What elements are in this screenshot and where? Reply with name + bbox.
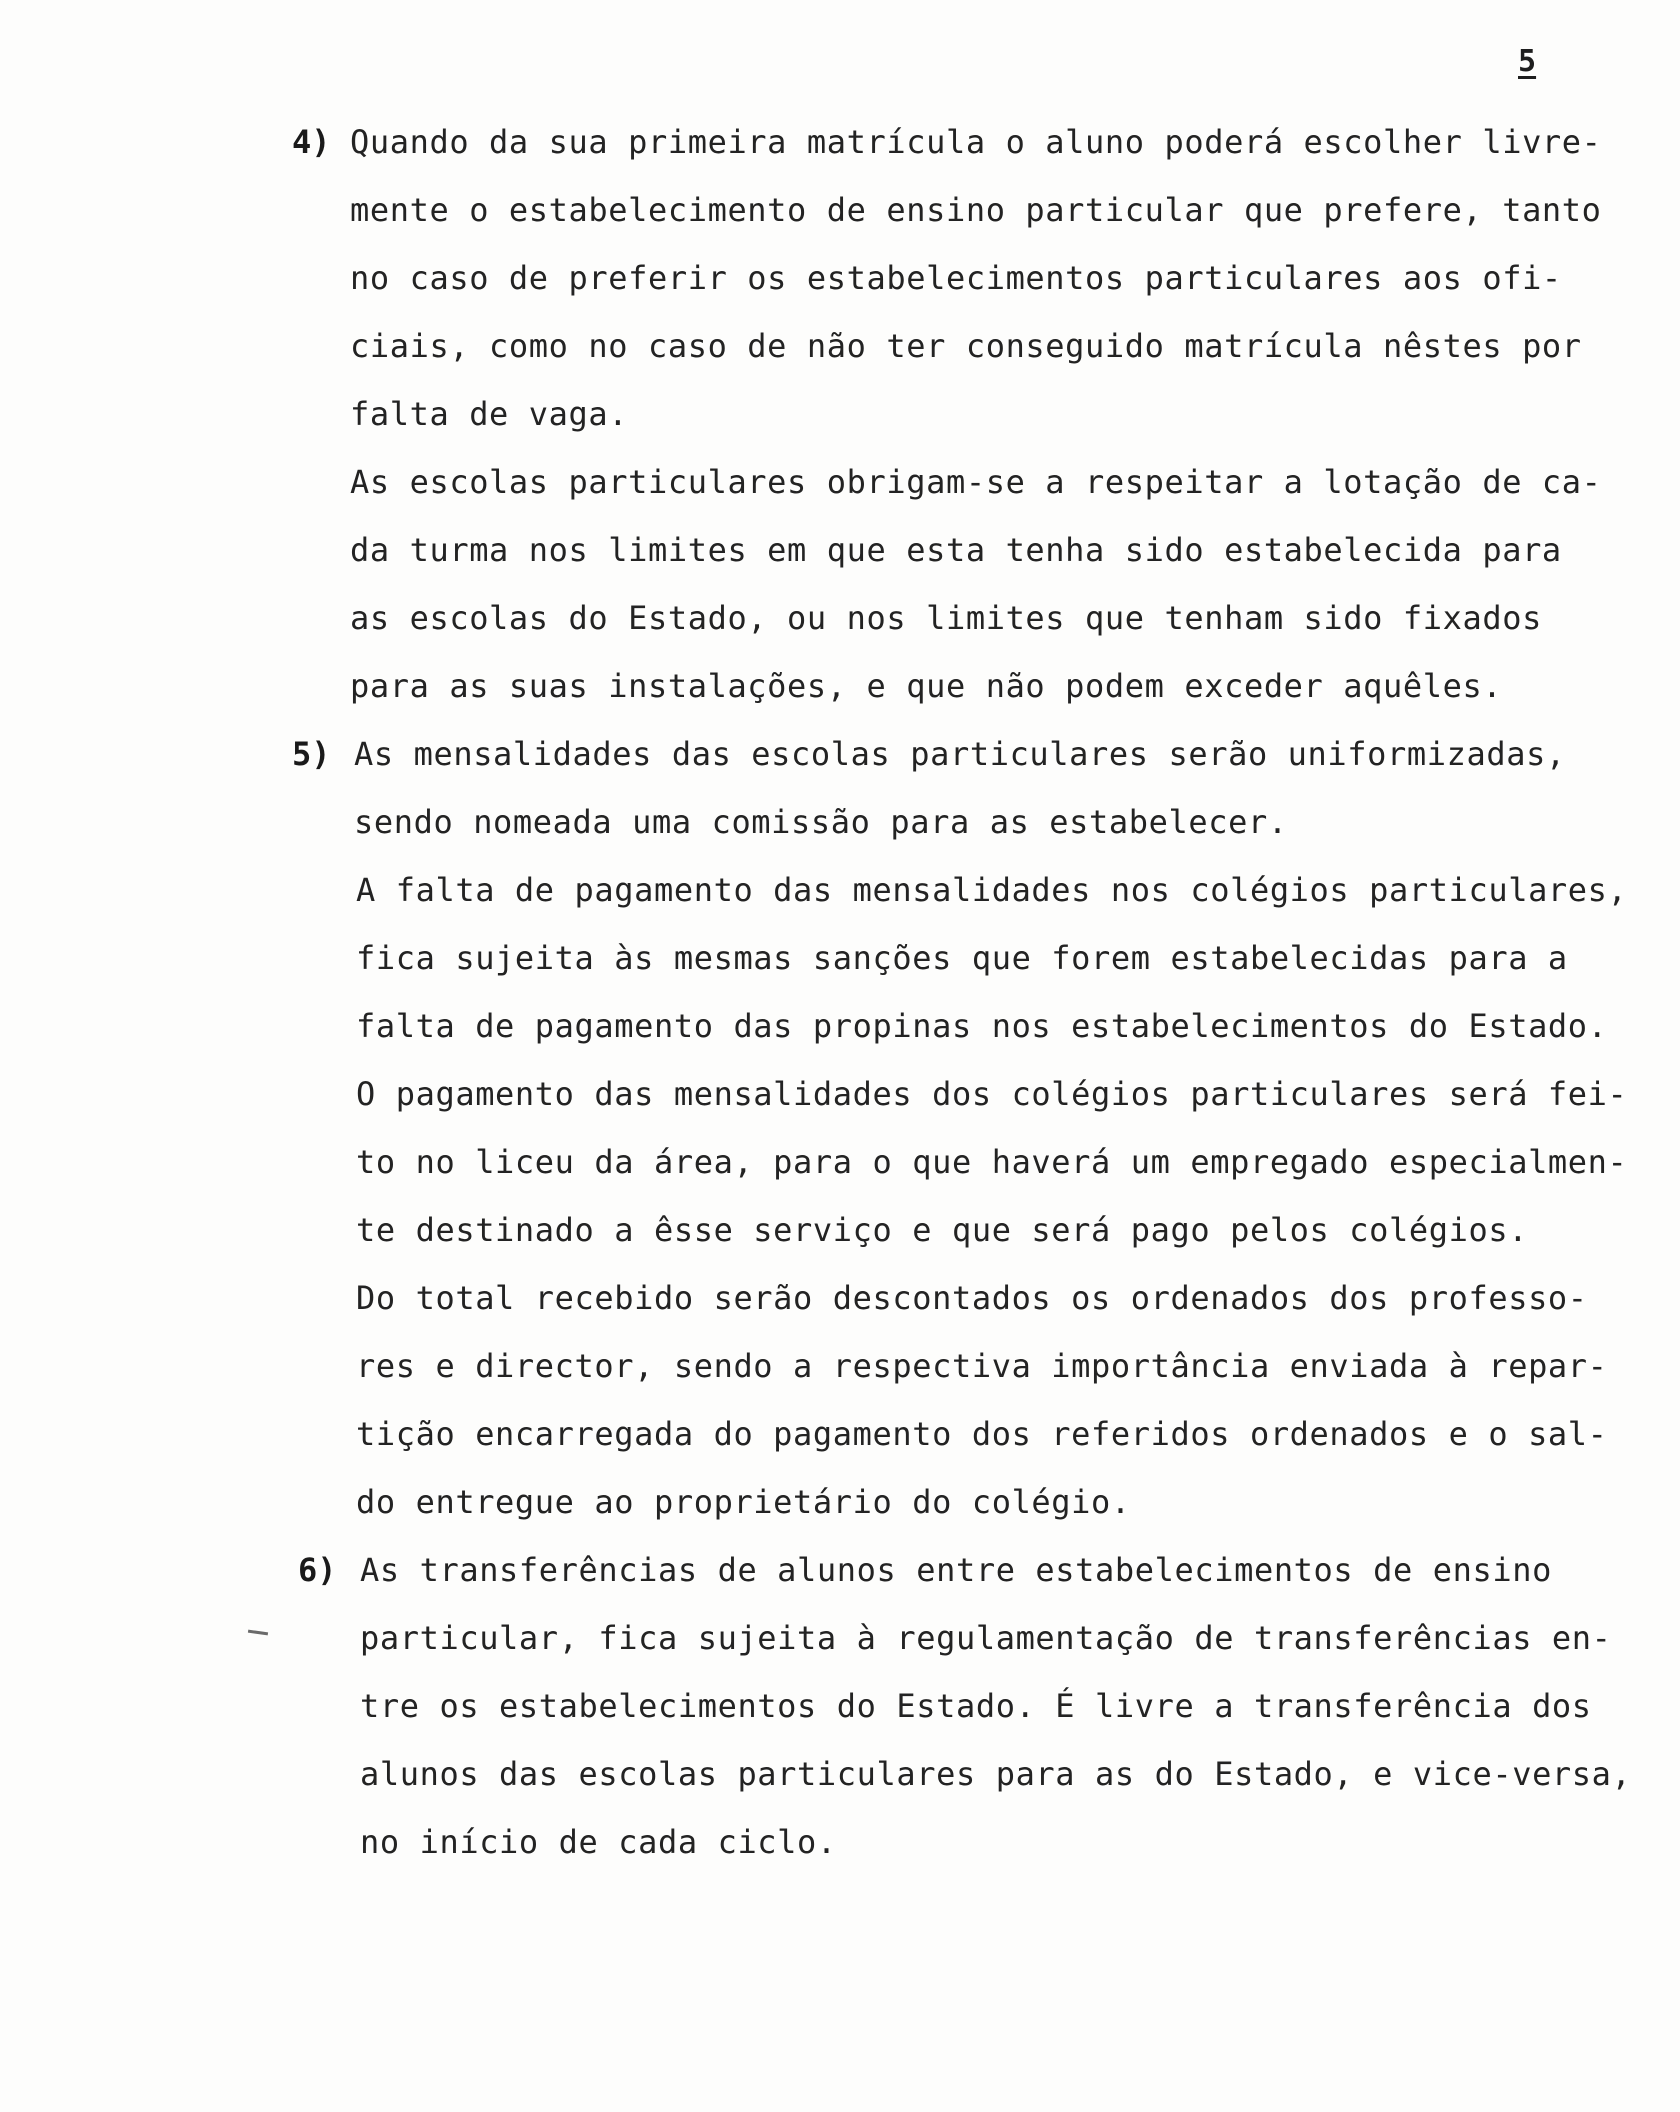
text-line: as escolas do Estado, ou nos limites que tenham sido fixados bbox=[350, 599, 1542, 637]
page-number: 5 bbox=[1518, 44, 1537, 79]
text-line: do entregue ao proprietário do colégio. bbox=[356, 1483, 1131, 1521]
text-line: Quando da sua primeira matrícula o aluno poderá escolher livre- bbox=[350, 123, 1602, 161]
text-line: tre os estabelecimentos do Estado. É livre a transferência dos bbox=[360, 1687, 1592, 1725]
text-line: para as suas instalações, e que não podem exceder aquêles. bbox=[350, 667, 1503, 705]
text-line: O pagamento das mensalidades dos colégios particulares será fei- bbox=[356, 1075, 1628, 1113]
text-line: te destinado a êsse serviço e que será pago pelos colégios. bbox=[356, 1211, 1529, 1249]
text-line: mente o estabelecimento de ensino particular que prefere, tanto bbox=[350, 191, 1602, 229]
text-line: tição encarregada do pagamento dos referidos ordenados e o sal- bbox=[356, 1415, 1608, 1453]
text-line: falta de vaga. bbox=[350, 395, 629, 433]
text-line: ciais, como no caso de não ter conseguido matrícula nêstes por bbox=[350, 327, 1582, 365]
section-number-4: 4) bbox=[292, 123, 331, 161]
text-line: no caso de preferir os estabelecimentos particulares aos ofi- bbox=[350, 259, 1562, 297]
section-number-5: 5) bbox=[292, 735, 331, 773]
section-number-6: 6) bbox=[298, 1551, 337, 1589]
text-line: no início de cada ciclo. bbox=[360, 1823, 837, 1861]
text-line: alunos das escolas particulares para as do Estado, e vice-versa, bbox=[360, 1755, 1632, 1793]
text-line: As mensalidades das escolas particulares serão uniformizadas, bbox=[354, 735, 1566, 773]
text-line: A falta de pagamento das mensalidades nos colégios particulares, bbox=[356, 871, 1628, 909]
text-line: sendo nomeada uma comissão para as estabelecer. bbox=[354, 803, 1288, 841]
text-line: particular, fica sujeita à regulamentação de transferências en- bbox=[360, 1619, 1612, 1657]
margin-pen-mark bbox=[248, 1630, 268, 1636]
text-line: falta de pagamento das propinas nos estabelecimentos do Estado. bbox=[356, 1007, 1608, 1045]
text-line: As transferências de alunos entre estabelecimentos de ensino bbox=[360, 1551, 1552, 1589]
text-line: Do total recebido serão descontados os ordenados dos professo- bbox=[356, 1279, 1588, 1317]
text-line: da turma nos limites em que esta tenha sido estabelecida para bbox=[350, 531, 1562, 569]
text-line: to no liceu da área, para o que haverá um empregado especialmen- bbox=[356, 1143, 1628, 1181]
text-line: fica sujeita às mesmas sanções que forem estabelecidas para a bbox=[356, 939, 1568, 977]
text-line: res e director, sendo a respectiva importância enviada à repar- bbox=[356, 1347, 1608, 1385]
text-line: As escolas particulares obrigam-se a respeitar a lotação de ca- bbox=[350, 463, 1602, 501]
